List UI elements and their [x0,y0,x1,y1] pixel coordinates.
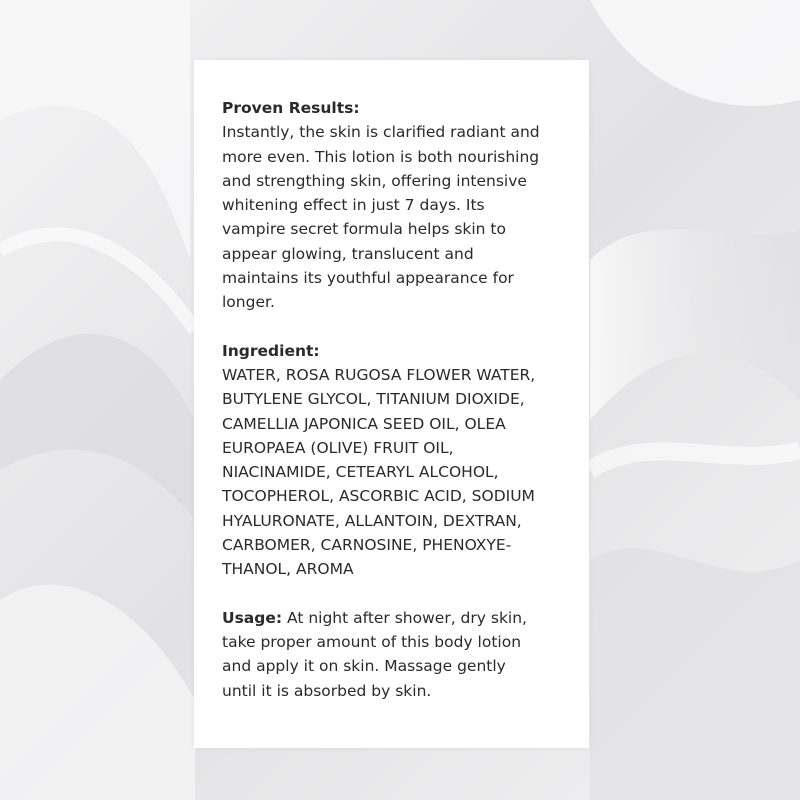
proven-results-heading: Proven Results: [222,99,360,117]
usage-heading: Usage: [222,608,283,627]
ingredient-text: WATER, ROSA RUGOSA FLOWER WATER, BUTYLENE GLYCOL, TITANIUM DIOXIDE, CAMELLIA JAPONICA SEED OIL, OLEA EUROPAEA (OLIVE) FRUIT OIL, NIACINAMIDE, CETEARYL ALCOHOL, TOCOPHEROL, ASCORBIC ACID, SODIUM HYALURONATE, ALLANTOIN, DEXTRAN, CARBOMER, CARNOSINE, PHENOXYE- THANOL, AROMA [222,365,536,579]
usage-section [222,606,579,703]
usage-text: At night after shower, dry skin, take proper amount of this body lotion and apply it on skin. Massage gently until it is absorbed by skin. [222,608,527,700]
proven-results-text: Instantly, the skin is clarified radiant and more even. This lotion is both nourishing and strengthing skin, offering intensive whitening effect in just 7 days. Its vampire secret formula helps skin to appear glowing, translucent and maintains its youthful appearance for longer. [222,123,540,312]
ingredient-heading: Ingredient: [222,341,320,360]
proven-results-section [222,96,579,315]
ingredient-section [222,339,579,582]
info-card [194,60,589,748]
